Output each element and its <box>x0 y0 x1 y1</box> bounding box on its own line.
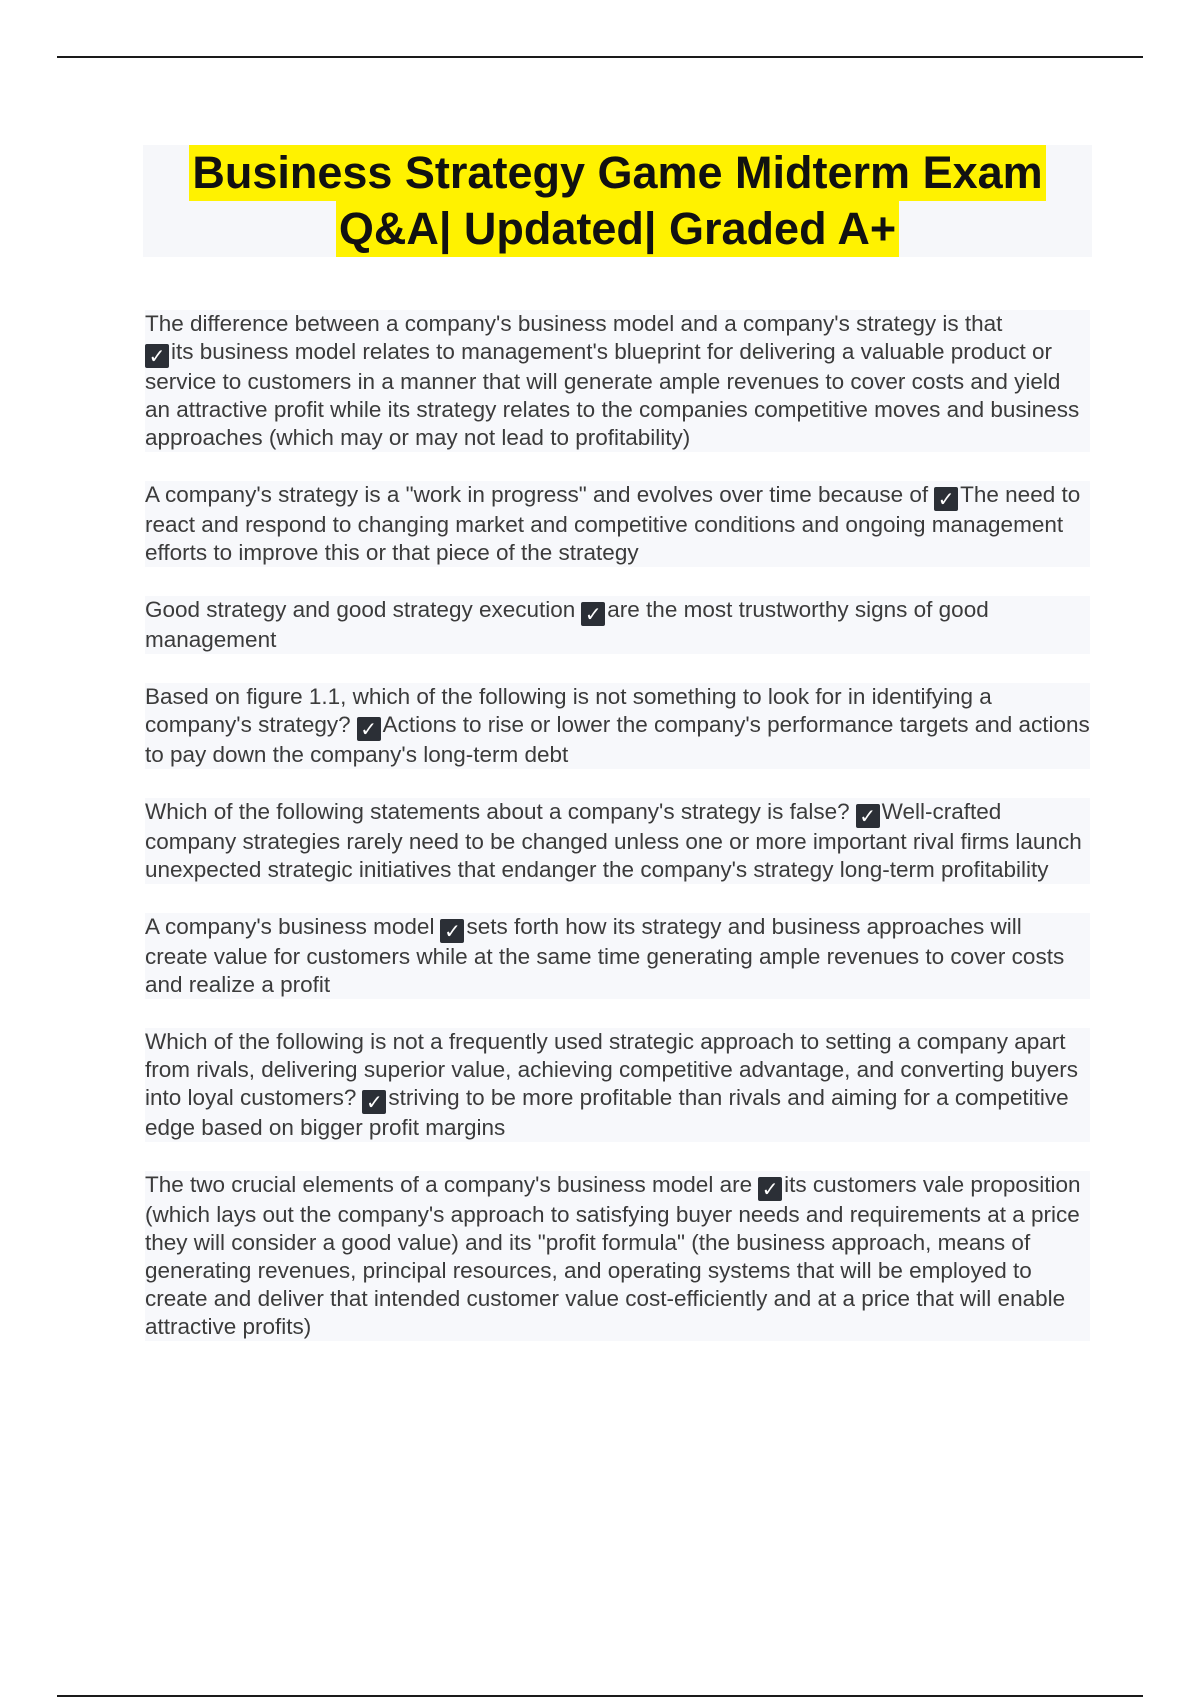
question-text: The two crucial elements of a company's business model are <box>145 1172 753 1197</box>
qa-item-7 <box>145 1028 1090 1142</box>
answer-text: Well-crafted company strategies rarely need to be changed unless one or more important rival firms launch unexpected strategic initiatives that endanger the company's strategy long-term profitability <box>145 799 1082 882</box>
check-icon: ✓ <box>357 717 381 741</box>
check-icon: ✓ <box>856 804 880 828</box>
question-text: A company's business model <box>145 914 435 939</box>
check-icon: ✓ <box>581 602 605 626</box>
answer-text: sets forth how its strategy and business approaches will create value for customers while at the same time generating ample revenues to cover costs and realize a profit <box>145 914 1065 997</box>
qa-item-4 <box>145 683 1090 769</box>
question-text: Which of the following statements about a company's strategy is false? <box>145 799 850 824</box>
title-line-2: Q&A| Updated| Graded A+ <box>336 201 899 257</box>
question-text: Based on figure 1.1, which of the following is not something to look for in identifying a company's strategy? <box>145 684 992 737</box>
qa-item-6 <box>145 913 1090 999</box>
question-text: Which of the following is not a frequently used strategic approach to setting a company apart from rivals, delivering superior value, achieving competitive advantage, and converting buyers into loyal customers? <box>145 1029 1078 1110</box>
answer-text: its business model relates to management's blueprint for delivering a valuable product or service to customers in a manner that will generate ample revenues to cover costs and yield an attractive profit while its strategy relates to the companies competitive moves and business approaches (which may or may not lead to profitability) <box>145 339 1080 450</box>
qa-item-1 <box>145 310 1090 452</box>
top-rule <box>57 56 1143 58</box>
qa-item-8 <box>145 1171 1090 1341</box>
qa-item-2 <box>145 481 1090 567</box>
check-icon: ✓ <box>362 1090 386 1114</box>
answer-text: striving to be more profitable than rivals and aiming for a competitive edge based on bigger profit margins <box>145 1085 1069 1140</box>
question-text: A company's strategy is a "work in progress" and evolves over time because of <box>145 482 929 507</box>
question-text: The difference between a company's business model and a company's strategy is that <box>145 311 1003 336</box>
check-icon: ✓ <box>758 1177 782 1201</box>
document-title <box>143 145 1092 257</box>
qa-item-3 <box>145 596 1090 654</box>
qa-item-5 <box>145 798 1090 884</box>
bottom-rule <box>57 1695 1143 1697</box>
check-icon: ✓ <box>145 344 169 368</box>
answer-text: are the most trustworthy signs of good management <box>145 597 989 652</box>
question-text: Good strategy and good strategy execution <box>145 597 576 622</box>
check-icon: ✓ <box>934 487 958 511</box>
answer-text: its customers vale proposition (which lays out the company's approach to satisfying buyer needs and requirements at a price they will consider a good value) and its "profit formula" (the business approach, means of generating revenues, principal resources, and operating systems that will be employed to create and deliver that intended customer value cost-efficiently and at a price that will enable attractive profits) <box>145 1172 1081 1339</box>
check-icon: ✓ <box>440 919 464 943</box>
title-line-1: Business Strategy Game Midterm Exam <box>189 145 1045 201</box>
answer-text: The need to react and respond to changing market and competitive conditions and ongoing management efforts to improve this or that piece of the strategy <box>145 482 1081 565</box>
answer-text: Actions to rise or lower the company's performance targets and actions to pay down the company's long-term debt <box>145 712 1090 767</box>
qa-list <box>145 310 1090 1370</box>
